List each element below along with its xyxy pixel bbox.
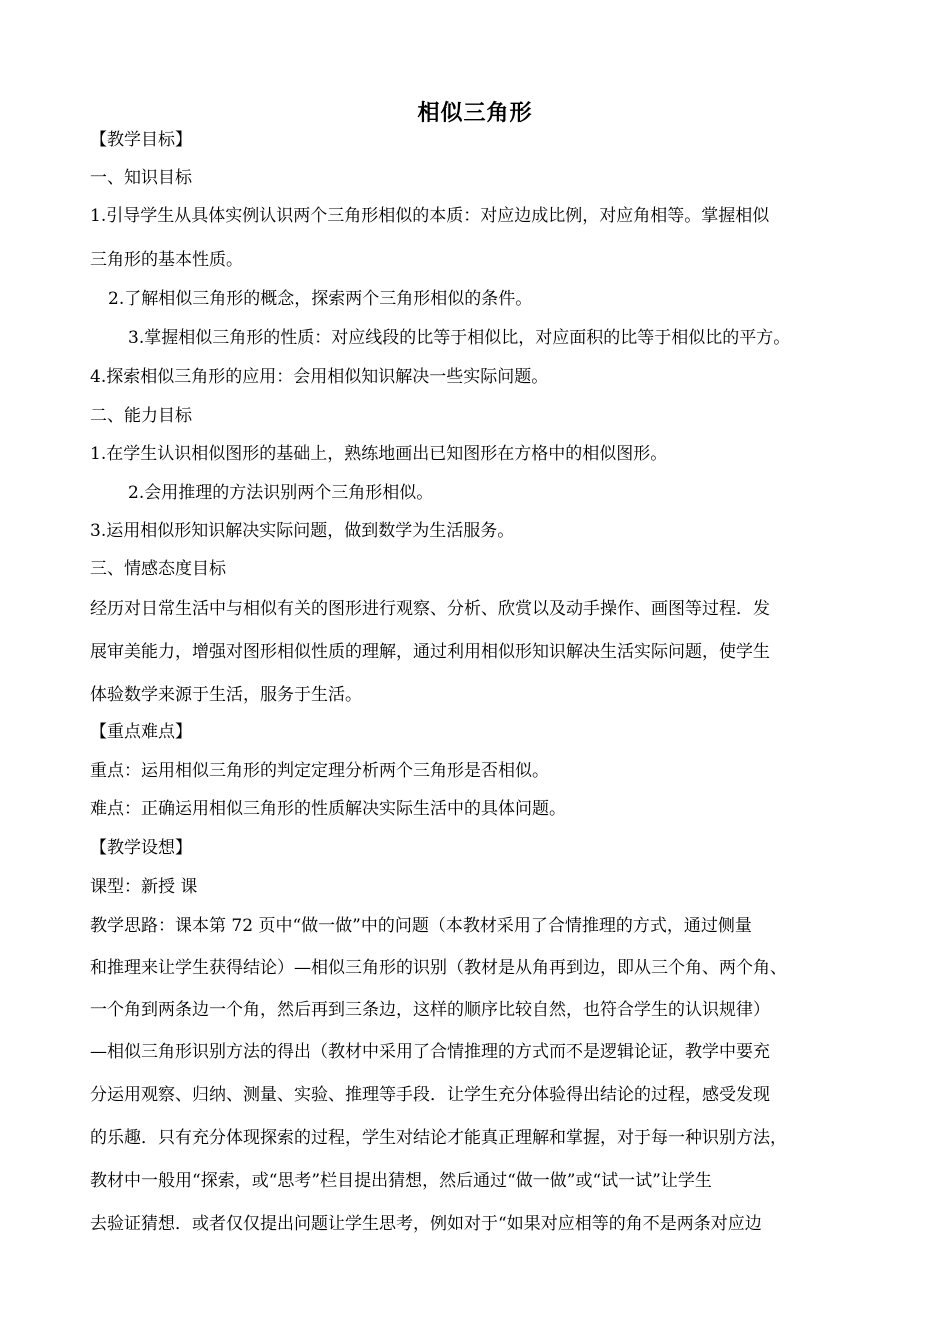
paragraph-line: 和推理来让学生获得结论）—相似三角形的识别（教材是从角再到边，即从三个角、两个角、	[90, 958, 787, 978]
paragraph-line: 2.会用推理的方法识别两个三角形相似。	[128, 483, 434, 503]
paragraph-line: 难点：正确运用相似三角形的性质解决实际生活中的具体问题。	[90, 799, 566, 819]
paragraph-line: 课型：新授 课	[90, 877, 198, 897]
section-heading-teaching-goals: 【教学目标】	[90, 130, 192, 150]
paragraph-line: 3.运用相似形知识解决实际问题，做到数学为生活服务。	[90, 521, 515, 541]
paragraph-line: 4.探索相似三角形的应用：会用相似知识解决一些实际问题。	[90, 367, 549, 387]
paragraph-line: 2.了解相似三角形的概念，探索两个三角形相似的条件。	[108, 289, 533, 309]
section-heading-teaching-design: 【教学设想】	[90, 838, 192, 858]
paragraph-line: 经历对日常生活中与相似有关的图形进行观察、分析、欣赏以及动手操作、画图等过程．发	[90, 599, 770, 619]
page-title: 相似三角形	[417, 101, 533, 126]
paragraph-line: —相似三角形识别方法的得出（教材中采用了合情推理的方式而不是逻辑论证，教学中要充	[90, 1042, 770, 1062]
paragraph-line: 教学思路：课本第 72 页中“做一做”中的问题（本教材采用了合情推理的方式，通过侧量	[90, 916, 752, 936]
section-heading-key-points: 【重点难点】	[90, 722, 192, 742]
paragraph-line: 三角形的基本性质。	[90, 250, 243, 270]
paragraph-line: 分运用观察、归纳、测量、实验、推理等手段．让学生充分体验得出结论的过程，感受发现	[90, 1085, 770, 1105]
subheading-ability-goals: 二、能力目标	[90, 406, 192, 426]
paragraph-line: 1.引导学生从具体实例认识两个三角形相似的本质：对应边成比例，对应角相等。掌握相似	[90, 206, 770, 226]
paragraph-line: 一个角到两条边一个角，然后再到三条边，这样的顺序比较自然，也符合学生的认识规律）	[90, 1000, 770, 1020]
paragraph-line: 展审美能力，增强对图形相似性质的理解，通过利用相似形知识解决生活实际问题，使学生	[90, 642, 770, 662]
subheading-attitude-goals: 三、情感态度目标	[90, 559, 226, 579]
paragraph-line: 重点：运用相似三角形的判定定理分析两个三角形是否相似。	[90, 761, 549, 781]
paragraph-line: 1.在学生认识相似图形的基础上，熟练地画出已知图形在方格中的相似图形。	[90, 444, 668, 464]
paragraph-line: 去验证猜想．或者仅仅提出问题让学生思考，例如对于“如果对应相等的角不是两条对应边	[90, 1214, 762, 1234]
subheading-knowledge-goals: 一、知识目标	[90, 168, 192, 188]
paragraph-line: 的乐趣．只有充分体现探索的过程，学生对结论才能真正理解和掌握，对于每一种识别方法，	[90, 1128, 787, 1148]
paragraph-line: 体验数学来源于生活，服务于生活。	[90, 685, 362, 705]
paragraph-line: 3.掌握相似三角形的性质：对应线段的比等于相似比，对应面积的比等于相似比的平方。	[128, 328, 791, 348]
paragraph-line: 教材中一般用“探索，或“思考”栏目提出猜想，然后通过“做一做”或“试一试”让学生	[90, 1171, 712, 1191]
